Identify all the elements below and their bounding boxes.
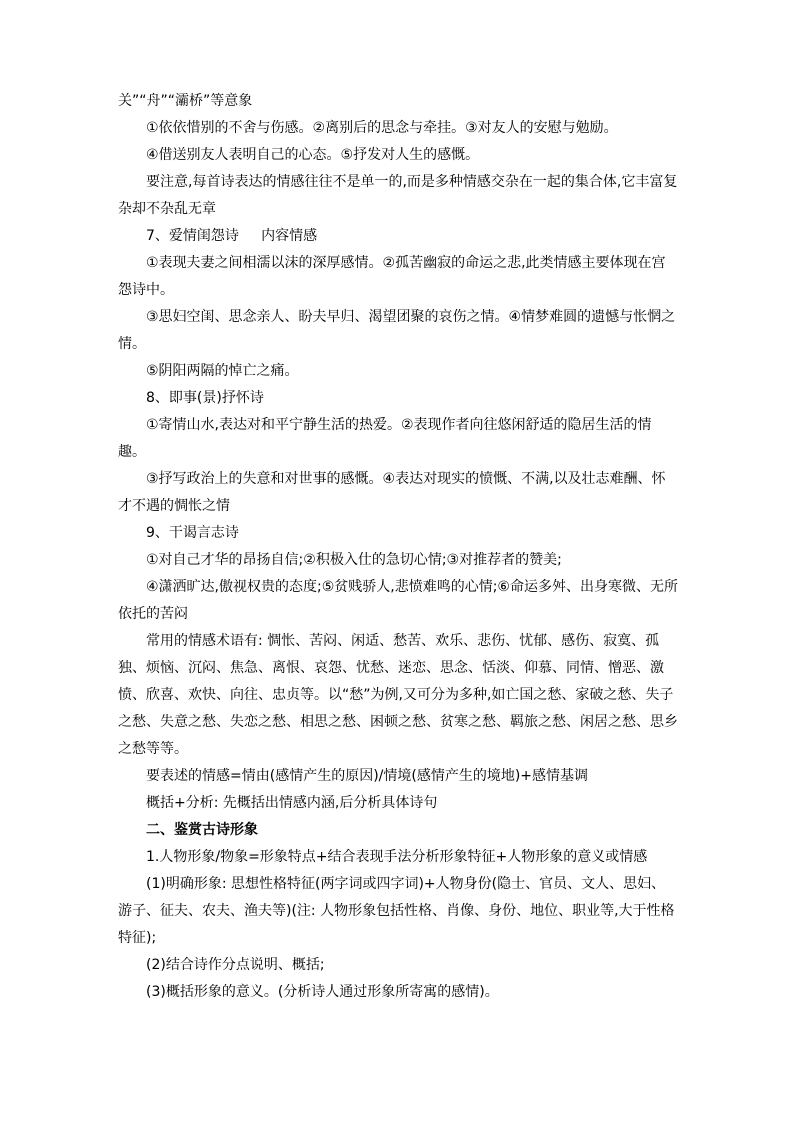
section-heading-images: 二、鉴赏古诗形象: [146, 822, 258, 838]
paragraph-farewell-emotions-1: ①依依惜别的不舍与伤感。②离别后的思念与牵挂。③对友人的安慰与勉励。: [146, 120, 618, 136]
paragraph-love-emotions-1: ①表现夫妻之间相濡以沫的深厚感情。②孤苦幽寂的命运之悲,此类情感主要体现在宫怨诗中。: [118, 255, 666, 298]
heading-ambition-poems: 9、干谒言志诗: [146, 525, 239, 541]
paragraph-formula: 要表述的情感=情由(感情产生的原因)/情境(感情产生的境地)+感情基调: [146, 768, 589, 784]
paragraph-emotion-terms: 常用的情感术语有: 惆怅、苦闷、闲适、愁苦、欢乐、悲伤、忧郁、感伤、寂寞、孤独、烦恼、沉闷、焦急、离恨、哀怨、忧愁、迷恋、思念、恬淡、仰慕、同情、憎恶、激愤、欣喜、欢快、向往、忠贞等。以“愁”为例,又可分为多种,如亡国之愁、家破之愁、失子之愁、失意之愁、失恋之愁、相思之愁、困顿之愁、贫寒之愁、羁旅之愁、闲居之愁、思乡之愁等等。: [118, 633, 678, 757]
paragraph-step-2: (2)结合诗作分点说明、概括;: [146, 957, 325, 973]
paragraph-character-image: 1.人物形象/物象=形象特点+结合表现手法分析形象特征+人物形象的意义或情感: [146, 849, 648, 865]
paragraph-note: 要注意,每首诗表达的情感往往不是单一的,而是多种情感交杂在一起的集合体,它丰富复杂却不杂乱无章: [118, 174, 678, 217]
paragraph-scenery-emotions-2: ③抒写政治上的失意和对世事的感慨。④表达对现实的愤慨、不满,以及壮志难酬、怀才不遇的惆怅之情: [118, 471, 666, 514]
paragraph-farewell-emotions-2: ④借送别友人表明自己的心态。⑤抒发对人生的感慨。: [146, 147, 480, 163]
paragraph-love-emotions-2: ③思妇空闺、思念亲人、盼夫早归、渴望团聚的哀伤之情。④情梦难圆的遗憾与怅惘之情。: [118, 309, 676, 352]
paragraph-step-1: (1)明确形象: 思想性格特征(两字词或四字词)+人物身份(隐士、官员、文人、思妇、游子、征夫、农夫、渔夫等)(注: 人物形象包括性格、肖像、身份、地位、职业等,大于性格特征);: [118, 876, 675, 946]
document-page: [118, 88, 678, 1006]
paragraph-love-emotions-3: ⑤阴阳两隔的悼亡之痛。: [146, 363, 299, 379]
paragraph-scenery-emotions-1: ①寄情山水,表达对和平宁静生活的热爱。②表现作者向往悠闲舒适的隐居生活的情趣。: [118, 417, 652, 460]
paragraph-ambition-emotions-2: ④潇洒旷达,傲视权贵的态度;⑤贫贱骄人,悲愤难鸣的心情;⑥命运多舛、出身寒微、无所依托的苦闷: [118, 579, 678, 622]
heading-scenery-poems: 8、即事(景)抒怀诗: [146, 390, 264, 406]
heading-love-poems: 7、爱情闺怨诗 内容情感: [146, 228, 318, 244]
paragraph-step-3: (3)概括形象的意义。(分析诗人通过形象所寄寓的感情)。: [146, 984, 499, 1000]
paragraph-ambition-emotions-1: ①对自己才华的昂扬自信;②积极入仕的急切心情;③对推荐者的赞美;: [146, 552, 562, 568]
paragraph-imagery-list: 关”“舟”“灞桥”等意象: [118, 93, 253, 109]
paragraph-summary-method: 概括+分析: 先概括出情感内涵,后分析具体诗句: [146, 795, 438, 811]
